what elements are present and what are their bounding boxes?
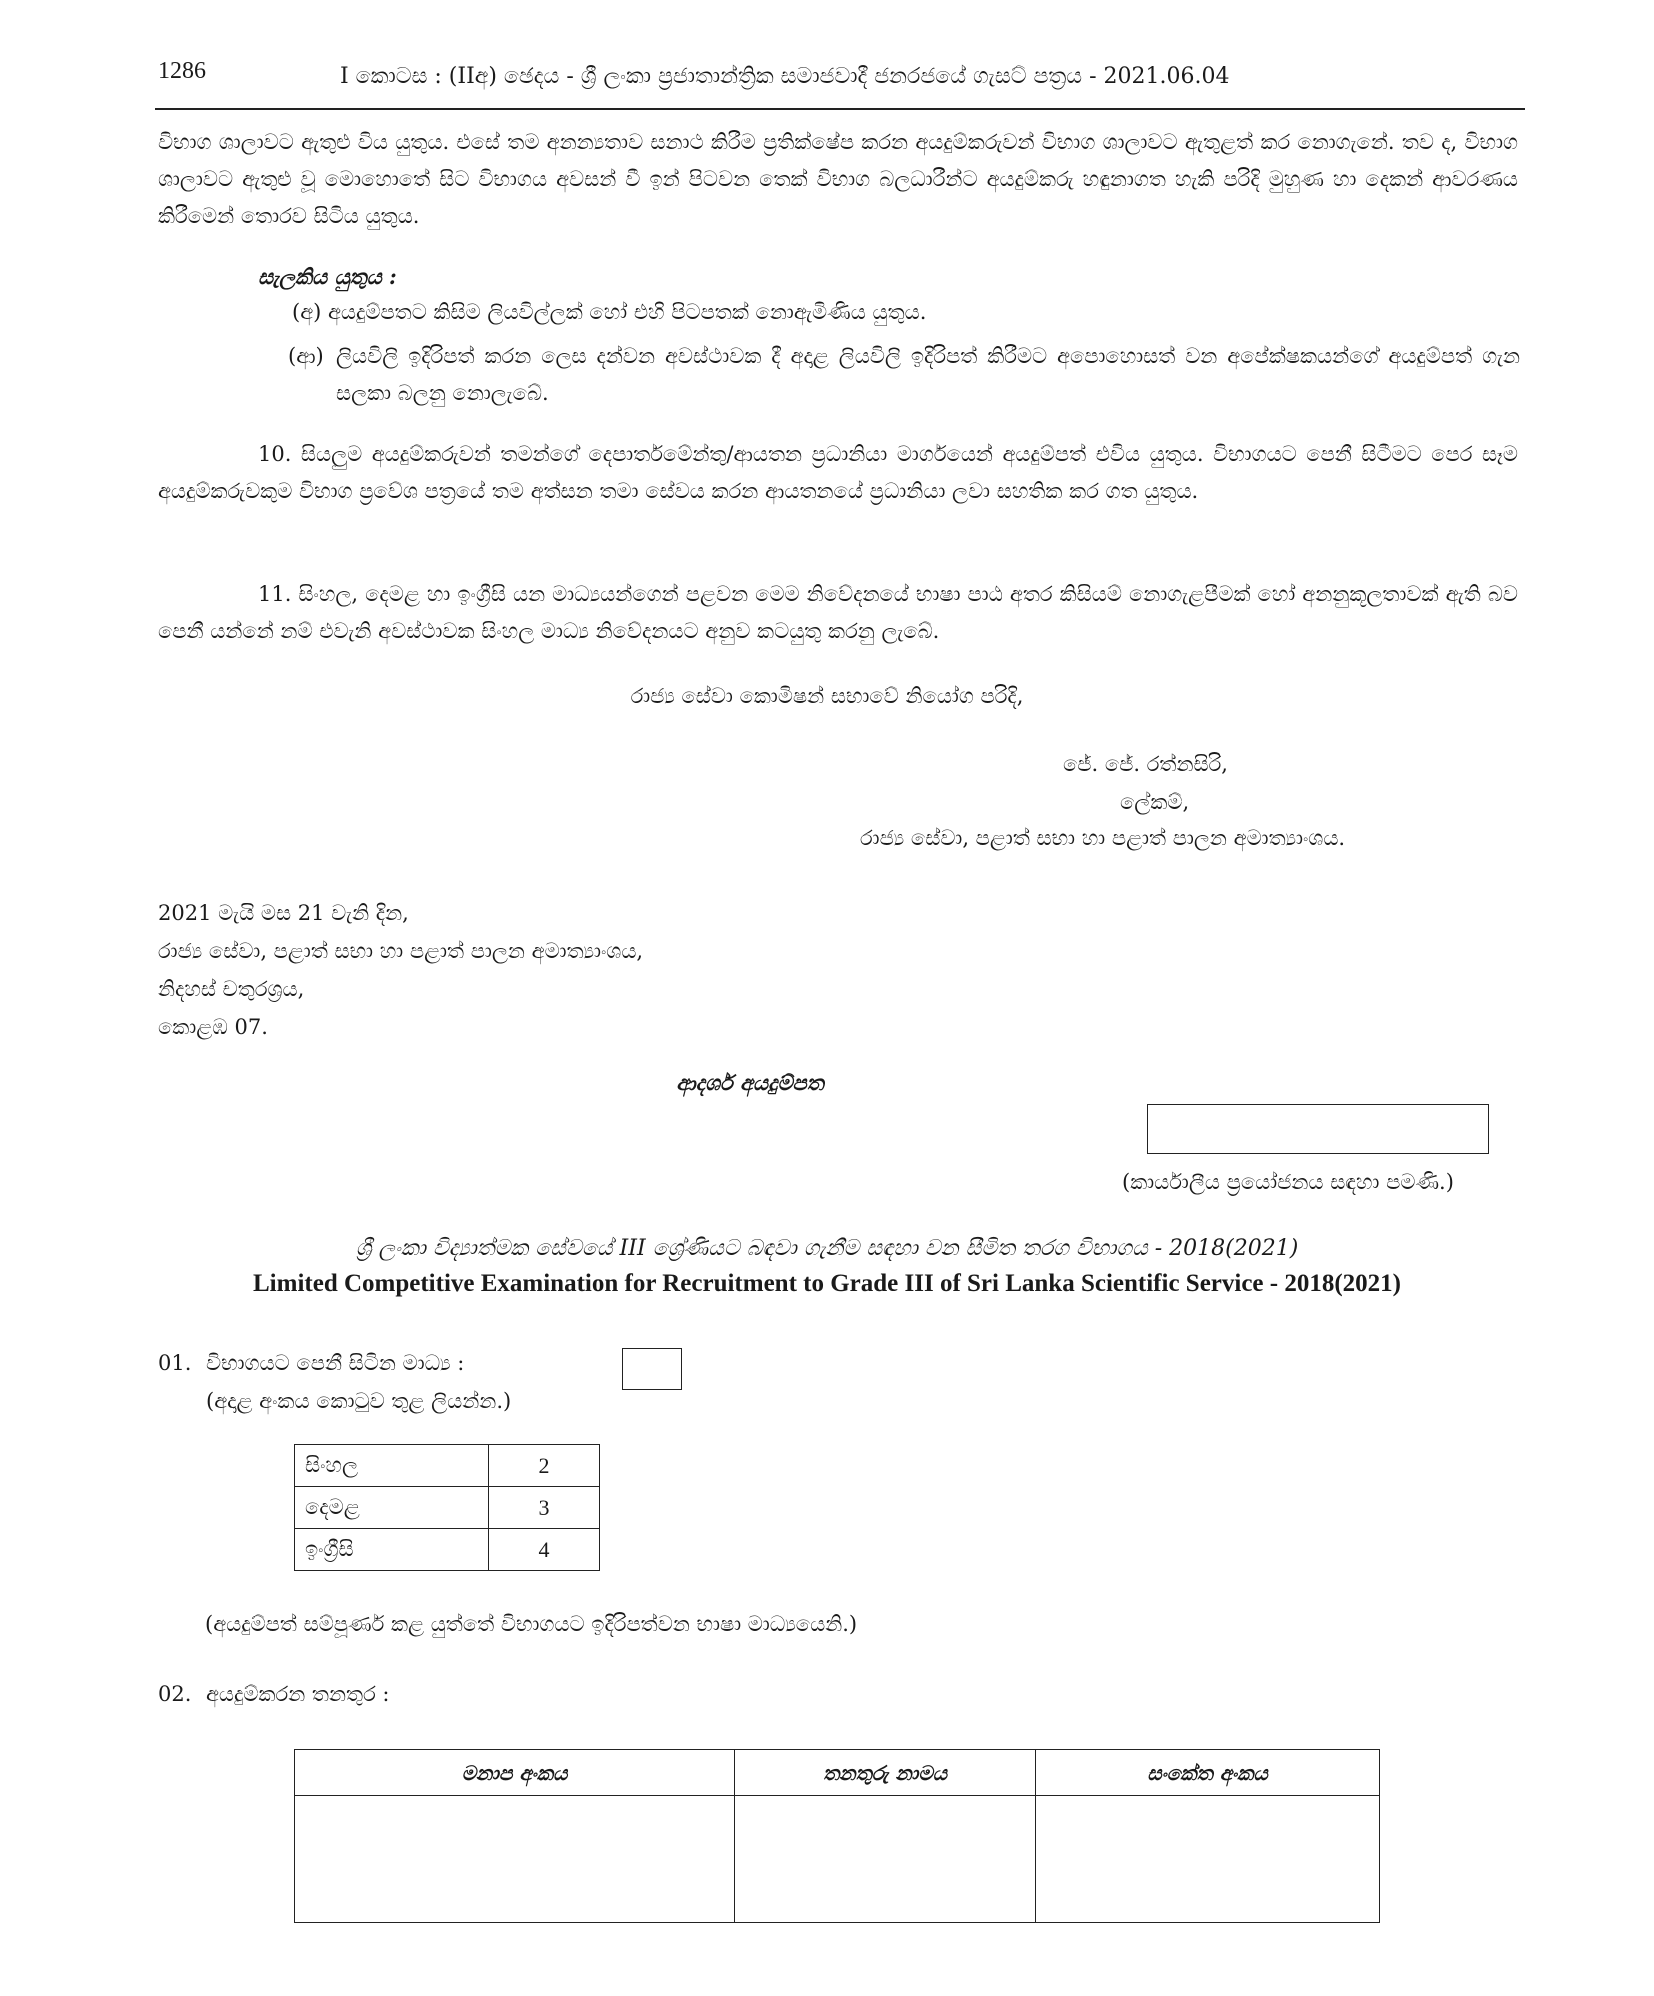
note-item-a: (අ) අයදුම්පතට කිසිම ලියවිල්ලක් හෝ එහි පිටපතක් නොඇමිණිය යුතුය. bbox=[292, 300, 927, 324]
language-code: 4 bbox=[489, 1529, 600, 1571]
paragraph-11-text: 11. සිංහල, දෙමළ හා ඉංග්‍රීසි යන මාධ්‍යයන්ගෙන් පළවන මෙම නිවේදනයේ භාෂා පාඨ අතර කිසියම් නොගැළපීමක් හෝ අනනුකූලතාවක් ඇති බව පෙනී යන්නේ නම් එවැනි අවස්ථාවක සිංහල මාධ්‍ය නිවේදනයට අනුව කටයුතු කරනු ලැබේ. bbox=[158, 582, 1518, 643]
page-number: 1286 bbox=[158, 58, 206, 84]
table-row bbox=[295, 1796, 1380, 1923]
medium-code-table bbox=[294, 1444, 600, 1571]
question-01-hint: (අදාළ අංකය කොටුව තුළ ලියන්න.) bbox=[206, 1389, 512, 1413]
note-item-b-text: ලියවිලි ඉදිරිපත් කරන ලෙස දන්වන අවස්ථාවක දී අදාළ ලියවිලි ඉදිරිපත් කිරීමට අපොහොසත් වන අපේක්ෂකයන්ගේ අයදුම්පත් ගැන සලකා බලනු නොලැබේ. bbox=[336, 344, 1520, 405]
question-01 bbox=[158, 1344, 511, 1420]
exam-title-english: Limited Competitive Examination for Recruitment to Grade III of Sri Lanka Scientific Service - 2018(2021) bbox=[253, 1270, 1401, 1297]
address-line: නිදහස් චතුරශ්‍රය, bbox=[158, 977, 305, 1001]
address-line: රාජ්‍ය සේවා, පළාත් සභා හා පළාත් පාලන අමාත්‍යාංශය, bbox=[158, 939, 644, 963]
note-item-b bbox=[288, 338, 1520, 412]
question-01-number: 01. bbox=[158, 1351, 192, 1375]
table-row bbox=[295, 1445, 600, 1487]
paragraph-admission-identity: විභාග ශාලාවට ඇතුළු විය යුතුය. එසේ තම අනන්‍යතාව සනාථ කිරීම ප්‍රතික්ෂේප කරන අයදුම්කරුවන් විභාග ශාලාවට ඇතුළත් කර නොගැනේ. තව ද, විභාග ශාලාවට ඇතුළු වූ මොහොතේ සිට විභාගය අවසන් වී ඉන් පිටවන තෙක් විභාග බලධාරීන්ට අයදුම්කරු හඳුනාගත හැකි පරිදි මුහුණ හා දෙකන් ආවරණය කිරීමෙන් තොරව සිටිය යුතුය. bbox=[158, 130, 1518, 228]
preference-number-cell[interactable] bbox=[295, 1796, 735, 1923]
medium-note: (අයදුම්පත් සම්පූර්ණ කළ යුත්තේ විභාගයට ඉදිරිපත්වන භාෂා මාධ්‍යයෙනි.) bbox=[205, 1612, 858, 1636]
code-number-cell[interactable] bbox=[1036, 1796, 1380, 1923]
table-row bbox=[295, 1487, 600, 1529]
commission-order-line: රාජ්‍ය සේවා කොමිෂන් සභාවේ නියෝග පරිදි, bbox=[630, 684, 1024, 708]
note-item-b-label: (ආ) bbox=[288, 344, 324, 368]
question-02-number: 02. bbox=[158, 1682, 192, 1706]
column-header-code-number: සංකේත අංකය bbox=[1036, 1750, 1380, 1796]
language-name: ඉංග්‍රීසි bbox=[295, 1529, 489, 1571]
table-header-row bbox=[295, 1750, 1380, 1796]
address-line: 2021 මැයි මස 21 වැනි දින, bbox=[158, 901, 409, 925]
note-heading: සැලකිය යුතුය : bbox=[258, 264, 397, 289]
model-application-title: ආදර්ශ අයදුම්පත bbox=[676, 1070, 824, 1095]
office-use-box[interactable] bbox=[1147, 1104, 1489, 1154]
language-code: 2 bbox=[489, 1445, 600, 1487]
gazette-header-title: I කොටස : (IIඅ) ඡෙදය - ශ්‍රී ලංකා ප්‍රජාතාන්ත්‍රික සමාජවාදී ජනරජයේ ගැසට් පත්‍රය - 2021.06.04 bbox=[340, 64, 1230, 89]
table-row bbox=[295, 1529, 600, 1571]
date-address-block bbox=[158, 894, 643, 1046]
paragraph-10 bbox=[158, 436, 1518, 510]
signatory-name: ජේ. ජේ. රත්නසිරි, bbox=[1063, 752, 1228, 776]
question-02-label: අයදුම්කරන තනතුර : bbox=[206, 1682, 390, 1706]
column-header-post-name: තනතුරු නාමය bbox=[735, 1750, 1036, 1796]
language-code: 3 bbox=[489, 1487, 600, 1529]
paragraph-10-text: 10. සියලුම අයදුම්කරුවන් තමන්ගේ දෙපාර්තමේන්තු/ආයතන ප්‍රධානියා මාර්ගයෙන් අයදුම්පත් එවිය යුතුය. විභාගයට පෙනී සිටීමට පෙර සෑම අයදුම්කරුවකුම විභාග ප්‍රවේශ පත්‍රයේ තම අත්සන තමා සේවය කරන ආයතනයේ ප්‍රධානියා ලවා සහතික කර ගත යුතුය. bbox=[158, 442, 1518, 503]
exam-title-sinhala: ශ්‍රී ලංකා විද්‍යාත්මක සේවයේ III ශ්‍රේණියට බඳවා ගැනීම සඳහා වන සීමිත තරග විභාගය - 2018(2021) bbox=[355, 1236, 1299, 1261]
question-02 bbox=[158, 1682, 390, 1707]
post-name-cell[interactable] bbox=[735, 1796, 1036, 1923]
post-applied-table bbox=[294, 1749, 1380, 1923]
signatory-designation: ලේකම්, bbox=[1120, 790, 1190, 814]
language-name: දෙමළ bbox=[295, 1487, 489, 1529]
paragraph-11 bbox=[158, 576, 1518, 650]
signatory-ministry: රාජ්‍ය සේවා, පළාත් සභා හා පළාත් පාලන අමාත්‍යාංශය. bbox=[860, 826, 1346, 850]
medium-code-input-box[interactable] bbox=[622, 1348, 682, 1390]
address-line: කොළඹ 07. bbox=[158, 1015, 268, 1039]
question-01-label: විභාගයට පෙනී සිටින මාධ්‍ය : bbox=[206, 1351, 465, 1375]
header-divider bbox=[155, 108, 1525, 110]
office-use-caption: (කාර්යාලීය ප්‍රයෝජනය සඳහා පමණි.) bbox=[1122, 1170, 1454, 1194]
language-name: සිංහල bbox=[295, 1445, 489, 1487]
column-header-preference-number: මනාප අංකය bbox=[295, 1750, 735, 1796]
